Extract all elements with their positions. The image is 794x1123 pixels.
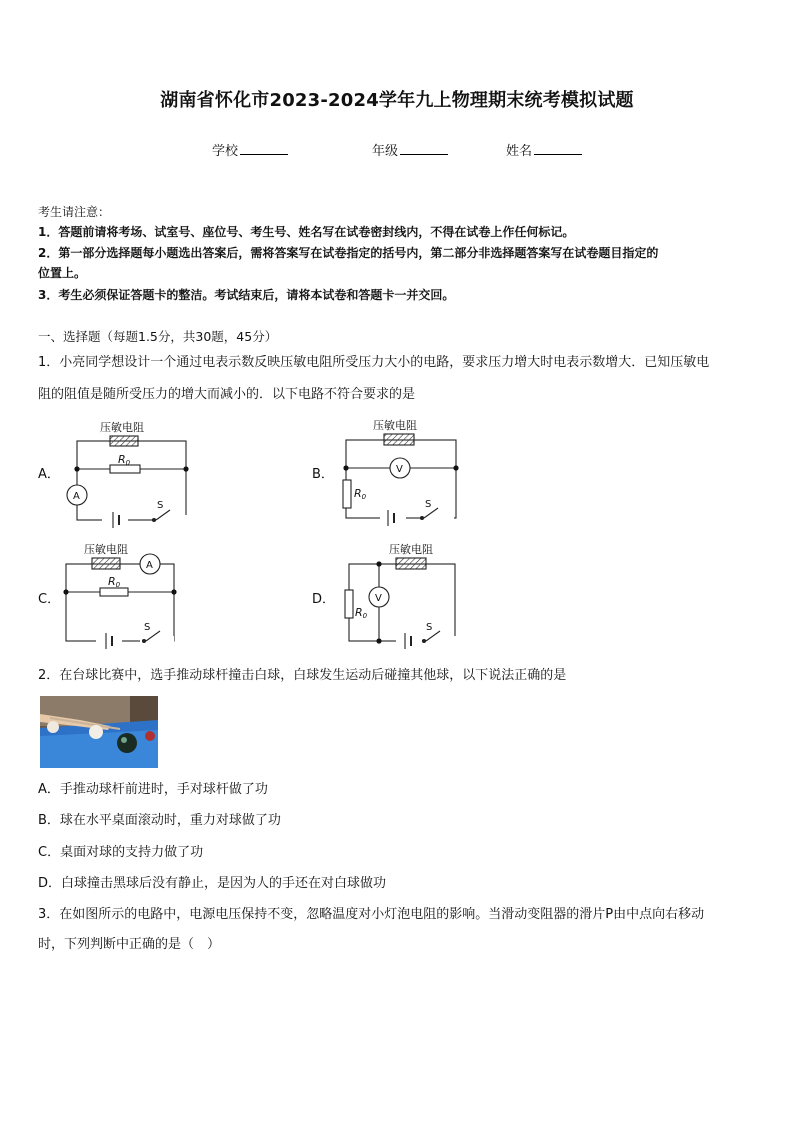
q1-option-a: A． <box>38 467 60 482</box>
notice-item-2: 2．第一部分选择题每小题选出答案后，需将答案写在试卷指定的括号内，第二部分非选择题答案写在试卷题目指定的 <box>38 246 659 260</box>
q1-stem-line2: 阻的阻值是随所受压力的增大而减小的．以下电路不符合要求的是 <box>38 387 416 402</box>
section-heading: 一、选择题（每题1.5分，共30题，45分） <box>38 329 278 344</box>
notice-item-1: 1．答题前请将考场、试室号、座位号、考生号、姓名写在试卷密封线内，不得在试卷上作任何标记。 <box>38 225 575 239</box>
q2-option-b: B．球在水平桌面滚动时，重力对球做了功 <box>38 813 281 828</box>
q3-stem-line2: 时，下列判断中正确的是（ ） <box>38 937 221 952</box>
notice-item-2-cont: 位置上。 <box>38 266 87 280</box>
label-c-switch: S <box>144 622 151 633</box>
notice-item-3: 3．考生必须保证答题卡的整洁。考试结束后，请将本试卷和答题卡一并交回。 <box>38 288 455 302</box>
billiards-photo <box>40 696 158 768</box>
label-b-r0: R0 <box>354 487 367 501</box>
label-d-r0: R0 <box>355 606 368 620</box>
label-d-switch: S <box>426 622 433 633</box>
voltmeter-b-icon: V <box>396 464 403 475</box>
q2-option-a: A．手推动球杆前进时，手对球杆做了功 <box>38 782 268 797</box>
q1-stem-line1: 1．小亮同学想设计一个通过电表示数反映压敏电阻所受压力大小的电路，要求压力增大时电表示数增大．已知压敏电 <box>38 355 710 370</box>
q2-option-d: D．白球撞击黑球后没有静止，是因为人的手还在对白球做功 <box>38 876 387 891</box>
label-d-pressure: 压敏电阻 <box>389 543 433 556</box>
voltmeter-d-icon: V <box>375 593 382 604</box>
page-title: 湖南省怀化市2023-2024学年九上物理期末统考模拟试题 <box>160 90 634 111</box>
grade-label: 年级 <box>372 144 399 159</box>
q1-option-b: B． <box>312 467 334 482</box>
circuit-c <box>66 554 174 649</box>
q1-option-d: D． <box>312 592 336 607</box>
label-a-r0: R0 <box>118 453 131 467</box>
label-b-switch: S <box>425 499 432 510</box>
ammeter-c-icon: A <box>146 560 153 571</box>
circuit-d <box>345 558 456 649</box>
circuit-a <box>67 436 187 528</box>
q2-option-c: C．桌面对球的支持力做了功 <box>38 845 204 860</box>
ammeter-a-icon: A <box>73 491 80 502</box>
label-c-pressure: 压敏电阻 <box>84 543 128 556</box>
name-label: 姓名 <box>506 144 533 159</box>
q1-option-c: C． <box>38 592 61 607</box>
label-c-r0: R0 <box>108 575 121 589</box>
school-label: 学校 <box>212 144 239 159</box>
label-a-pressure: 压敏电阻 <box>100 421 144 434</box>
q2-stem: 2．在台球比赛中，选手推动球杆撞击白球，白球发生运动后碰撞其他球，以下说法正确的是 <box>38 668 567 683</box>
notice-heading: 考生请注意： <box>38 205 111 219</box>
label-a-switch: S <box>157 500 164 511</box>
label-b-pressure: 压敏电阻 <box>373 419 417 432</box>
circuit-b <box>343 434 456 526</box>
q3-stem-line1: 3．在如图所示的电路中，电源电压保持不变，忽略温度对小灯泡电阻的影响。当滑动变阻器的滑片P由中点向右移动 <box>38 907 705 922</box>
